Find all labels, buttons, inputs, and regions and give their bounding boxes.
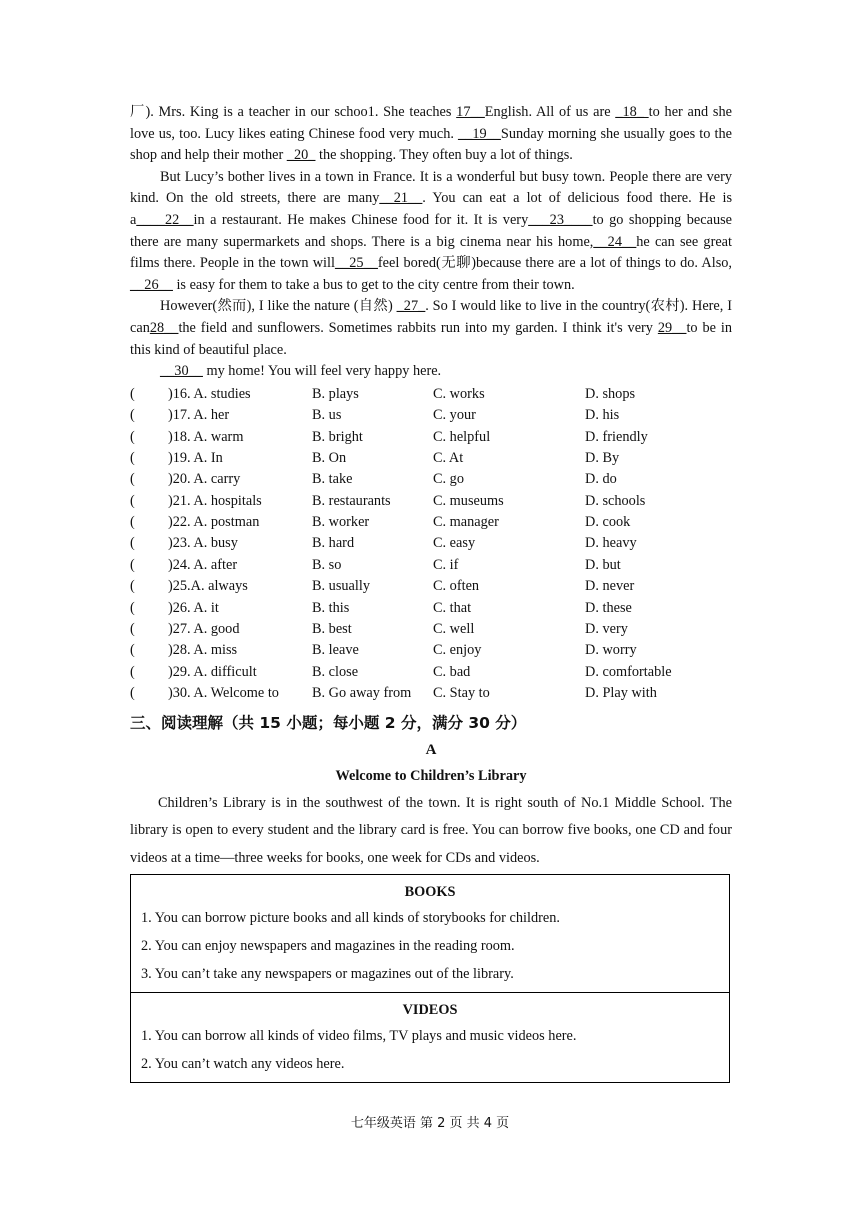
option-b: B. plays — [312, 385, 359, 402]
passage-text: to go shopping because there are many supermarkets and shops. There is a big cinema near his home, — [130, 211, 732, 250]
option-d: D. schools — [585, 492, 646, 509]
option-c: C. that — [433, 599, 472, 616]
option-a: )19. A. In — [168, 449, 223, 466]
question-row — [130, 427, 732, 448]
option-d: D. never — [585, 578, 635, 595]
option-d: D. do — [585, 471, 617, 488]
answer-blank: 29__ — [657, 319, 687, 336]
books-rule: 1. You can borrow picture books and all kinds of storybooks for children. — [141, 910, 560, 927]
option-d: D. comfortable — [585, 663, 672, 680]
question-row — [130, 512, 732, 533]
option-a: )23. A. busy — [168, 535, 238, 552]
question-row — [130, 533, 732, 554]
option-c: C. easy — [433, 535, 476, 552]
question-row — [130, 619, 732, 640]
videos-rule: 2. You can’t watch any videos here. — [141, 1056, 345, 1073]
option-b: B. restaurants — [312, 492, 391, 509]
option-d: D. heavy — [585, 535, 637, 552]
option-a: )24. A. after — [168, 556, 238, 573]
answer-bracket[interactable]: ( — [130, 642, 135, 659]
passage-title: Welcome to Children’s Library — [335, 767, 527, 784]
option-d: D. his — [585, 407, 620, 424]
question-row — [130, 491, 732, 512]
answer-blank: __19__ — [458, 125, 501, 142]
cloze-paragraph — [130, 102, 732, 167]
passage-text: However(然而), I like the nature (自然) — [160, 298, 397, 315]
option-a: )28. A. miss — [168, 642, 238, 659]
option-c: C. At — [433, 449, 464, 466]
option-c: C. well — [433, 621, 475, 638]
option-c: C. Stay to — [433, 685, 490, 702]
answer-bracket[interactable]: ( — [130, 449, 135, 466]
answer-blank: __30__ — [160, 363, 203, 380]
passage-text: is easy for them to take a bus to get to the city centre from their town. — [172, 276, 575, 293]
cloze-passage — [130, 102, 732, 383]
option-c: C. bad — [433, 663, 471, 680]
answer-bracket[interactable]: ( — [130, 407, 135, 424]
cloze-paragraph — [130, 296, 732, 361]
answer-blank: __25__ — [334, 255, 378, 272]
page-footer: 七年级英语 第 2 页 共 4 页 — [350, 1116, 510, 1131]
option-a: )27. A. good — [168, 621, 240, 638]
answer-blank: _27_ — [396, 298, 426, 315]
option-b: B. this — [312, 599, 350, 616]
option-d: D. these — [585, 599, 632, 616]
answer-blank: __24__ — [593, 233, 637, 250]
books-section — [131, 875, 729, 993]
question-row — [130, 555, 732, 576]
option-a: )26. A. it — [168, 599, 219, 616]
option-d: D. but — [585, 556, 621, 573]
passage-text: feel bored(无聊)because there are a lot of things to do. Also, — [377, 255, 732, 272]
option-b: B. take — [312, 471, 353, 488]
passage-text: to be in this kind of beautiful place. — [130, 319, 732, 358]
answer-blank: __26__ — [130, 276, 173, 293]
option-b: B. On — [312, 449, 347, 466]
option-d: D. shops — [585, 385, 636, 402]
answer-bracket[interactable]: ( — [130, 514, 135, 531]
option-a: )29. A. difficult — [168, 663, 257, 680]
answer-bracket[interactable]: ( — [130, 428, 135, 445]
answer-blank: ___23____ — [528, 211, 593, 228]
answer-bracket[interactable]: ( — [130, 492, 135, 509]
cloze-options — [130, 384, 732, 705]
question-row — [130, 448, 732, 469]
option-a: )16. A. studies — [168, 385, 251, 402]
cloze-paragraph — [130, 361, 732, 383]
passage-text: . You can eat a lot of delicious food there. He is a — [130, 190, 733, 228]
books-heading: BOOKS — [404, 884, 456, 901]
passage-text: Sunday morning she usually goes to the shop and help their mother — [130, 125, 732, 164]
option-c: C. manager — [433, 514, 499, 531]
question-row — [130, 662, 732, 683]
option-a: )17. A. her — [168, 407, 230, 424]
option-d: D. By — [585, 449, 620, 466]
videos-rule: 1. You can borrow all kinds of video films, TV plays and music videos here. — [141, 1028, 577, 1045]
option-c: C. enjoy — [433, 642, 482, 659]
question-row — [130, 640, 732, 661]
option-b: B. bright — [312, 428, 363, 445]
answer-blank: _18_ — [615, 104, 649, 120]
answer-bracket[interactable]: ( — [130, 663, 135, 680]
option-b: B. best — [312, 621, 352, 638]
question-row — [130, 576, 732, 597]
option-a: )18. A. warm — [168, 428, 244, 445]
answer-blank: 17__ — [456, 104, 485, 120]
videos-section — [131, 993, 729, 1082]
passage-text: he can see great films there. People in the town will — [130, 233, 732, 272]
question-row — [130, 683, 732, 704]
passage-letter: A — [425, 741, 437, 758]
question-row — [130, 598, 732, 619]
passage-text: my home! You will feel very happy here. — [202, 363, 442, 380]
option-a: )25.A. always — [168, 578, 248, 595]
question-row — [130, 405, 732, 426]
answer-bracket[interactable]: ( — [130, 599, 135, 616]
answer-bracket[interactable]: ( — [130, 556, 135, 573]
answer-blank: __21__ — [379, 190, 423, 207]
videos-heading: VIDEOS — [402, 1002, 458, 1019]
passage-text: the field and sunflowers. Sometimes rabbits run into my garden. I think it's very — [178, 319, 658, 336]
option-c: C. often — [433, 578, 480, 595]
option-d: D. worry — [585, 642, 637, 659]
passage-text: 厂). Mrs. King is a teacher in our schoo1. She teaches — [130, 104, 457, 120]
answer-bracket[interactable]: ( — [130, 385, 135, 402]
option-b: B. close — [312, 663, 359, 680]
answer-bracket[interactable]: ( — [130, 471, 135, 488]
option-b: B. hard — [312, 535, 355, 552]
passage-text: in a restaurant. He makes Chinese food for it. It is very — [193, 211, 529, 228]
passage-text: to her and she love us, too. Lucy likes eating Chinese food very much. — [130, 104, 732, 142]
option-d: D. Play with — [585, 685, 657, 702]
option-d: D. friendly — [585, 428, 648, 445]
passage-text: But Lucy’s bother lives in a town in France. It is a wonderful but busy town. People there are very kind. On the old streets, there are many — [130, 168, 732, 207]
answer-bracket[interactable]: ( — [130, 621, 135, 638]
books-rule: 3. You can’t take any newspapers or magazines out of the library. — [141, 966, 514, 983]
answer-bracket[interactable]: ( — [130, 578, 135, 595]
option-d: D. very — [585, 621, 628, 638]
option-b: B. so — [312, 556, 342, 573]
option-a: )21. A. hospitals — [168, 492, 262, 509]
question-row — [130, 384, 732, 405]
passage-text: English. All of us are — [484, 104, 616, 120]
option-c: C. if — [433, 556, 459, 573]
option-a: )20. A. carry — [168, 471, 241, 488]
option-c: C. go — [433, 471, 464, 488]
answer-blank: _20_ — [286, 147, 316, 164]
answer-bracket[interactable]: ( — [130, 685, 135, 702]
option-c: C. works — [433, 385, 485, 402]
option-b: B. us — [312, 407, 342, 424]
option-a: )30. A. Welcome to — [168, 685, 279, 702]
exam-page — [130, 102, 732, 1083]
answer-blank: ____22__ — [136, 211, 194, 228]
passage-text: . So I would like to live in the country(农村). Here, I can — [130, 298, 732, 336]
option-b: B. usually — [312, 578, 370, 595]
option-c: C. helpful — [433, 428, 491, 445]
passage-intro: Children’s Library is in the southwest of the town. It is right south of No.1 Middle School. The library is open to every student and the library card is free. You can borrow five books, one CD and four videos at a time—three weeks for books, one week for CDs and videos. — [130, 794, 732, 866]
option-c: C. your — [433, 407, 476, 424]
question-row — [130, 469, 732, 490]
option-d: D. cook — [585, 514, 631, 531]
option-b: B. leave — [312, 642, 359, 659]
section-title: 三、阅读理解（共 15 小题；每小题 2 分，满分 30 分） — [130, 713, 527, 732]
library-rules-table — [130, 874, 730, 1083]
option-c: C. museums — [433, 492, 504, 509]
cloze-paragraph — [130, 167, 732, 297]
option-a: )22. A. postman — [168, 514, 260, 531]
option-b: B. Go away from — [312, 685, 412, 702]
answer-bracket[interactable]: ( — [130, 535, 135, 552]
option-b: B. worker — [312, 514, 370, 531]
books-rule: 2. You can enjoy newspapers and magazines in the reading room. — [141, 938, 515, 955]
answer-blank: 28__ — [149, 319, 179, 336]
passage-text: the shopping. They often buy a lot of things. — [315, 147, 573, 164]
